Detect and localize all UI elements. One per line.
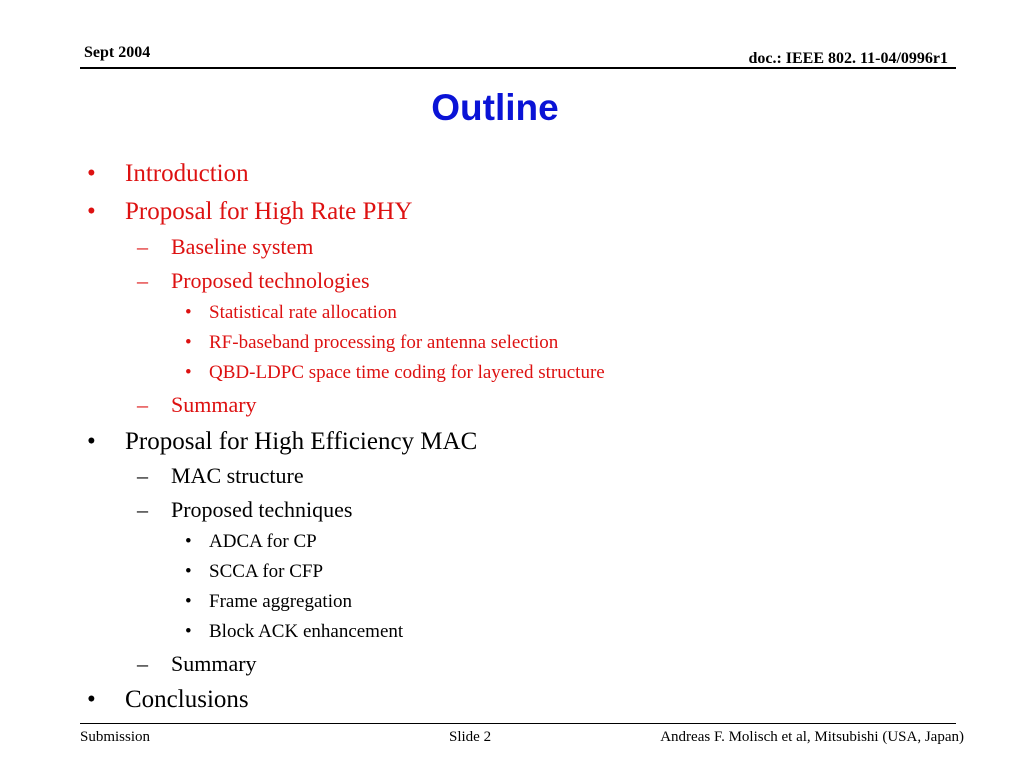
outline-item-text: Introduction [125, 160, 249, 187]
outline-item-level-1 [87, 686, 249, 713]
header-date: Sept 2004 [84, 44, 151, 61]
outline-item-level-2 [137, 497, 353, 522]
outline-item-level-3 [185, 591, 352, 612]
outline-item-text: Block ACK enhancement [209, 621, 404, 642]
outline-item-level-3 [185, 362, 605, 383]
outline-item-level-3 [185, 531, 317, 552]
outline-item-text: SCCA for CFP [209, 561, 324, 582]
bullet-marker: • [87, 160, 96, 187]
outline-item-text: Proposal for High Rate PHY [125, 198, 413, 225]
outline-item-text: Baseline system [171, 234, 314, 259]
outline-item-text: Proposal for High Efficiency MAC [125, 428, 478, 455]
dash-marker: – [137, 268, 148, 293]
outline-item-level-2 [137, 463, 304, 488]
footer-slide-number: Slide 2 [449, 729, 492, 745]
outline-item-text: RF-baseband processing for antenna selection [209, 332, 559, 353]
outline-item-text: QBD-LDPC space time coding for layered structure [209, 362, 605, 383]
outline-item-text: MAC structure [171, 463, 304, 488]
bullet-marker: • [185, 531, 192, 552]
bullet-marker: • [87, 198, 96, 225]
header-document-id: doc.: IEEE 802. 11-04/0996r1 [748, 50, 948, 67]
outline-item-level-3 [185, 561, 324, 582]
dash-marker: – [137, 234, 148, 259]
bullet-marker: • [185, 362, 192, 383]
bullet-marker: • [185, 561, 192, 582]
dash-marker: – [137, 463, 148, 488]
outline-item-text: Summary [171, 392, 257, 417]
outline-item-level-2 [137, 651, 257, 676]
outline-item-level-2 [137, 268, 370, 293]
outline-item-text: Proposed technologies [171, 268, 370, 293]
bullet-marker: • [87, 686, 96, 713]
bullet-marker: • [185, 332, 192, 353]
footer-divider [80, 723, 956, 724]
bullet-marker: • [87, 428, 96, 455]
outline-item-level-1 [87, 198, 413, 225]
bullet-marker: • [185, 621, 192, 642]
footer-authors: Andreas F. Molisch et al, Mitsubishi (USA, Japan) [660, 729, 964, 745]
outline-item-level-2 [137, 234, 314, 259]
outline-item-text: Proposed techniques [171, 497, 353, 522]
outline-item-level-3 [185, 332, 559, 353]
footer-submission: Submission [80, 729, 151, 745]
outline-item-text: Summary [171, 651, 257, 676]
outline-item-text: Statistical rate allocation [209, 302, 397, 323]
outline-item-text: Conclusions [125, 686, 249, 713]
bullet-marker: • [185, 591, 192, 612]
outline-item-level-2 [137, 392, 257, 417]
outline-item-text: Frame aggregation [209, 591, 352, 612]
dash-marker: – [137, 497, 148, 522]
slide-title: Outline [431, 87, 559, 128]
bullet-marker: • [185, 302, 192, 323]
outline-item-level-1 [87, 428, 478, 455]
outline-item-level-3 [185, 302, 397, 323]
outline-item-level-1 [87, 160, 249, 187]
outline-item-text: ADCA for CP [209, 531, 317, 552]
outline-item-level-3 [185, 621, 404, 642]
dash-marker: – [137, 651, 148, 676]
dash-marker: – [137, 392, 148, 417]
